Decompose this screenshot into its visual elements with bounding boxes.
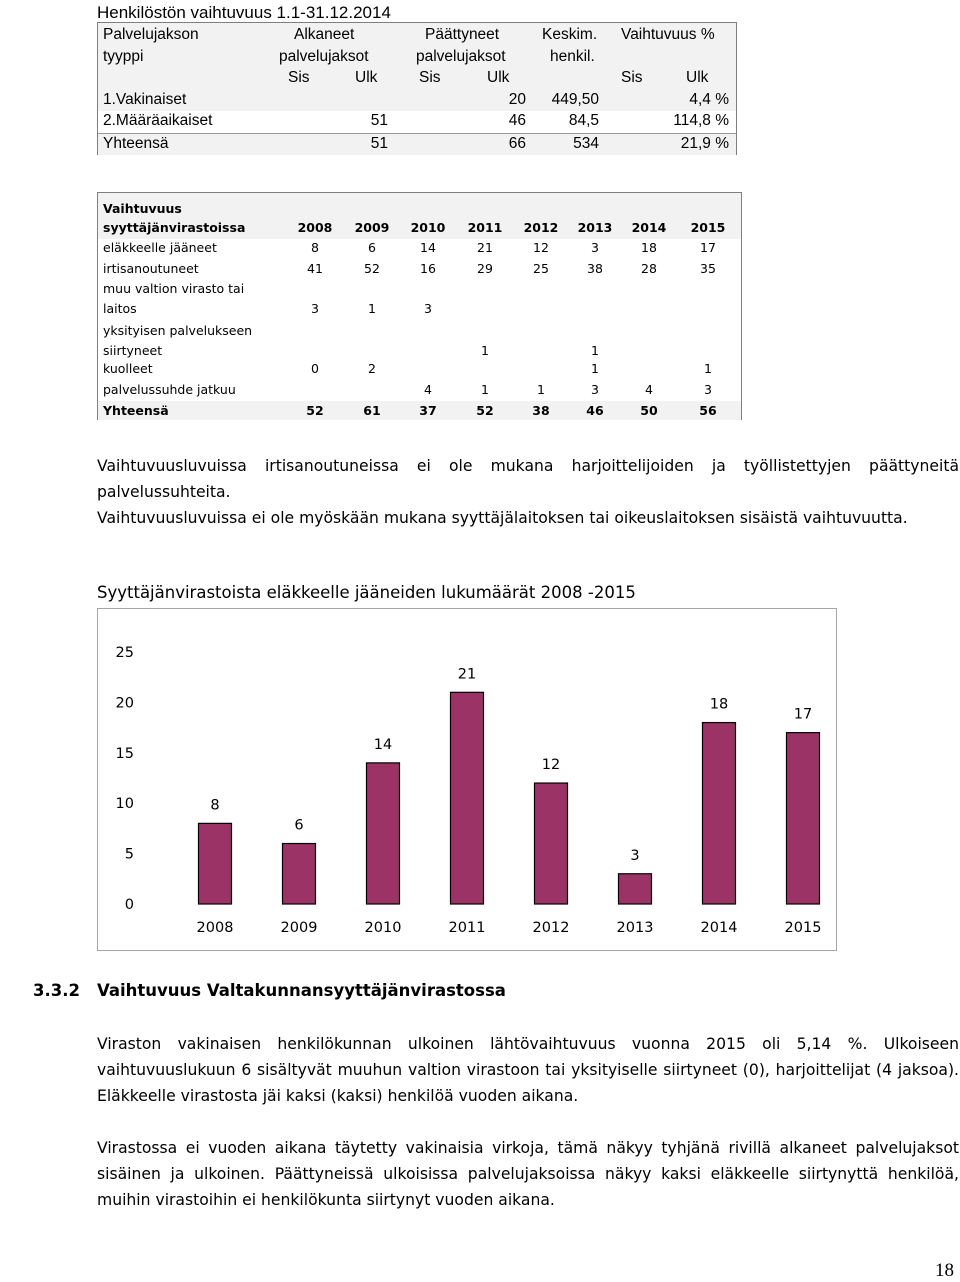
data-label: 14 <box>373 736 393 753</box>
cell-ended-ulk: 20 <box>508 91 526 108</box>
table-cell: 1 <box>481 382 489 397</box>
turnover-table <box>97 22 737 155</box>
table-cell: 35 <box>700 261 716 276</box>
y-tick-label: 20 <box>115 695 134 712</box>
retirement-bar-chart <box>97 608 837 951</box>
year-header: 2011 <box>467 220 503 235</box>
bar <box>703 723 736 904</box>
table-cell: 1 <box>368 301 376 316</box>
table-cell: 3 <box>591 382 599 397</box>
table-cell: 3 <box>704 382 712 397</box>
table-cell: 4 <box>645 382 653 397</box>
row-label: palvelussuhde jatkuu <box>103 382 236 397</box>
table-cell: 21 <box>477 240 493 255</box>
table-total-band <box>98 133 736 155</box>
header-type-1: Palvelujakson <box>103 26 199 43</box>
y-tick-label: 25 <box>115 645 134 661</box>
bar <box>535 783 568 904</box>
note-paragraph-2: Vaihtuvuusluvuissa ei ole myöskään mukana syyttäjälaitoksen tai oikeuslaitoksen sisäistä vaihtuvuutta. <box>97 509 908 527</box>
page-title: Henkilöstön vaihtuvuus 1.1-31.12.2014 <box>97 3 391 22</box>
data-label: 6 <box>294 817 304 834</box>
table-cell: 28 <box>641 261 657 276</box>
data-label: 18 <box>709 696 729 713</box>
table-cell: 17 <box>700 240 716 255</box>
year-header: 2008 <box>297 220 333 235</box>
row-label: muu valtion virasto tai <box>103 281 245 296</box>
x-tick-label: 2012 <box>532 920 570 936</box>
total-ended-ulk: 66 <box>508 135 526 152</box>
page-number: 18 <box>935 1260 954 1281</box>
total-cell: 37 <box>419 403 437 418</box>
table-cell: 3 <box>591 240 599 255</box>
cell-started-ulk: 51 <box>370 112 388 129</box>
table-divider <box>98 133 736 134</box>
x-tick-label: 2015 <box>784 920 822 936</box>
sub-ended-ulk: Ulk <box>487 69 510 86</box>
total-avg: 534 <box>573 135 599 152</box>
table-cell: 1 <box>537 382 545 397</box>
y-tick-label: 0 <box>124 897 134 913</box>
data-label: 3 <box>630 847 640 864</box>
row-type: 2.Määräaikaiset <box>103 112 213 129</box>
total-cell: 52 <box>306 403 324 418</box>
total-cell: 56 <box>699 403 717 418</box>
header-avg-1: Keskim. <box>542 26 598 43</box>
table-cell: 3 <box>424 301 432 316</box>
table-cell: 29 <box>477 261 493 276</box>
table-cell: 25 <box>533 261 549 276</box>
chart-title: Syyttäjänvirastoista eläkkeelle jääneiden lukumäärät 2008 -2015 <box>97 583 636 602</box>
table-cell: 16 <box>420 261 436 276</box>
x-tick-label: 2010 <box>364 920 402 936</box>
data-label: 17 <box>793 706 813 723</box>
x-tick-label: 2009 <box>280 920 318 936</box>
table-cell: 1 <box>481 343 489 358</box>
header-ended-2: palvelujaksot <box>416 48 506 65</box>
table-cell: 12 <box>533 240 549 255</box>
bar <box>787 733 820 904</box>
section-title: Vaihtuvuus Valtakunnansyyttäjänvirastossa <box>97 981 506 1000</box>
header-avg-2: henkil. <box>550 48 595 65</box>
cell-turnover-ulk: 4,4 % <box>689 91 729 108</box>
header-type-2: tyyppi <box>103 48 144 65</box>
sub-started-sis: Sis <box>288 69 310 86</box>
total-label: Yhteensä <box>103 403 169 418</box>
row-label-cont: siirtyneet <box>103 343 163 358</box>
table-cell: 41 <box>307 261 323 276</box>
bar <box>199 823 232 904</box>
table-cell: 0 <box>311 361 319 376</box>
header-label-1: Vaihtuvuus <box>103 201 182 216</box>
total-started-ulk: 51 <box>370 135 388 152</box>
total-label: Yhteensä <box>103 135 169 152</box>
year-header: 2014 <box>631 220 667 235</box>
sub-started-ulk: Ulk <box>355 69 378 86</box>
header-ended-1: Päättyneet <box>425 26 500 43</box>
table-cell: 3 <box>311 301 319 316</box>
chart-canvas <box>98 609 838 952</box>
year-header: 2009 <box>354 220 390 235</box>
data-label: 21 <box>457 666 477 683</box>
table-cell: 52 <box>364 261 380 276</box>
year-header: 2012 <box>523 220 559 235</box>
bar <box>619 874 652 904</box>
sub-ended-sis: Sis <box>419 69 441 86</box>
bar <box>367 763 400 904</box>
data-label: 8 <box>210 797 220 814</box>
x-tick-label: 2014 <box>700 920 738 936</box>
cell-avg: 84,5 <box>568 112 599 129</box>
year-header: 2013 <box>577 220 613 235</box>
total-cell: 46 <box>586 403 604 418</box>
x-tick-label: 2013 <box>616 920 654 936</box>
table-cell: 1 <box>591 343 599 358</box>
total-cell: 50 <box>640 403 658 418</box>
cell-avg: 449,50 <box>551 91 599 108</box>
y-tick-label: 10 <box>115 796 134 813</box>
x-tick-label: 2011 <box>448 920 486 936</box>
table-cell: 1 <box>704 361 712 376</box>
note-paragraph-1: Vaihtuvuusluvuissa irtisanoutuneissa ei ole mukana harjoittelijoiden ja työllistettyjen päättyneitä palvelussuhteita. <box>97 457 959 501</box>
table-cell: 6 <box>368 240 376 255</box>
total-turnover-ulk: 21,9 % <box>680 135 729 152</box>
table-cell: 1 <box>591 361 599 376</box>
row-label: kuolleet <box>103 361 153 376</box>
y-tick-label: 5 <box>124 846 134 863</box>
row-type: 1.Vakinaiset <box>103 91 187 108</box>
table-cell: 8 <box>311 240 319 255</box>
row-label: irtisanoutuneet <box>103 261 199 276</box>
year-header: 2010 <box>410 220 446 235</box>
table-cell: 2 <box>368 361 376 376</box>
table-cell: 38 <box>587 261 603 276</box>
turnover-by-year-table <box>97 192 742 420</box>
total-cell: 38 <box>532 403 550 418</box>
year-header: 2015 <box>690 220 726 235</box>
bar <box>451 692 484 904</box>
row-label: yksityisen palvelukseen <box>103 323 253 338</box>
cell-turnover-ulk: 114,8 % <box>673 112 729 129</box>
row-label: eläkkeelle jääneet <box>103 240 217 255</box>
sub-turnover-sis: Sis <box>621 69 643 86</box>
body-paragraph-2: Virastossa ei vuoden aikana täytetty vakinaisia virkoja, tämä näkyy tyhjänä rivillä alkaneet palvelujaksot sisäinen ja ulkoinen. Päättyneissä ulkoisissa palvelujaksoissa näkyy kaksi eläkkeelle siirtynyttä henkilöä, muihin virastoihin ei henkilökunta siirtynyt vuoden aikana. <box>97 1139 959 1209</box>
total-cell: 61 <box>363 403 381 418</box>
table-cell: 4 <box>424 382 432 397</box>
body-paragraph-1: Viraston vakinaisen henkilökunnan ulkoinen lähtövaihtuvuus vuonna 2015 oli 5,14 %. Ulkoiseen vaihtuvuuslukuun 6 sisältyvät muuhun valtion virastoon tai yksityiselle siirtyneet (0), harjoittelijat (4 jaksoa). Eläkkeelle virastosta jäi kaksi (kaksi) henkilöä vuoden aikana. <box>97 1035 959 1105</box>
bar <box>283 844 316 904</box>
data-label: 12 <box>541 757 561 774</box>
total-cell: 52 <box>476 403 494 418</box>
header-label-2: syyttäjänvirastoissa <box>103 220 246 235</box>
section-heading <box>33 981 506 1000</box>
x-tick-label: 2008 <box>196 920 234 936</box>
row-label-cont: laitos <box>103 301 137 316</box>
header-started-2: palvelujaksot <box>279 48 369 65</box>
header-turnover: Vaihtuvuus % <box>621 26 715 43</box>
table-cell: 18 <box>641 240 657 255</box>
sub-turnover-ulk: Ulk <box>686 69 709 86</box>
y-tick-label: 15 <box>115 745 134 762</box>
header-started-1: Alkaneet <box>294 26 355 43</box>
cell-ended-ulk: 46 <box>508 112 526 129</box>
table-cell: 14 <box>420 240 436 255</box>
section-number: 3.3.2 <box>33 981 80 1000</box>
